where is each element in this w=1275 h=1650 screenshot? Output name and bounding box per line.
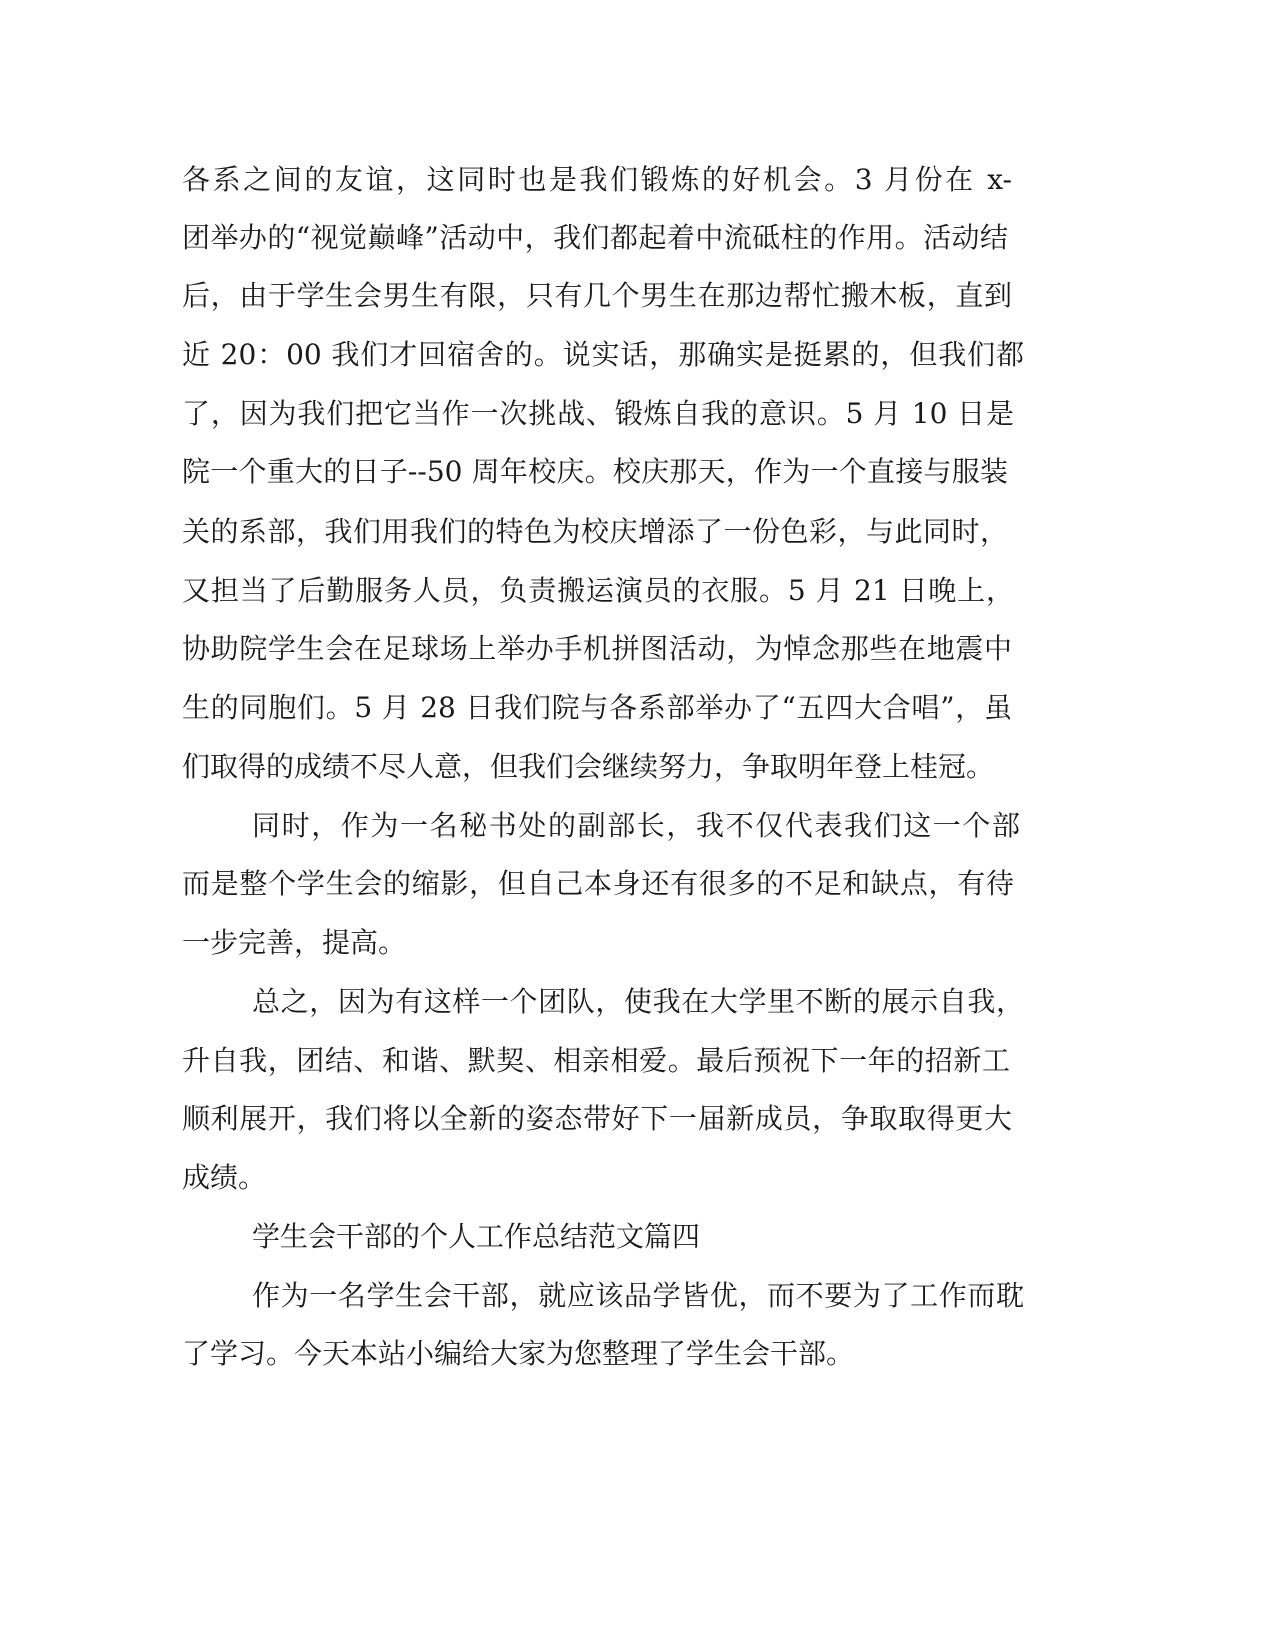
text-line: 了学习。今天本站小编给大家为您整理了学生会干部。	[182, 1337, 855, 1370]
text-line: 后，由于学生会男生有限，只有几个男生在那边帮忙搬木板，直到	[182, 279, 1012, 312]
text-line: 作为一名学生会干部，就应该品学皆优，而不要为了工作而耽	[252, 1279, 1024, 1312]
text-line: 一步完善，提高。	[182, 926, 407, 959]
section-heading: 学生会干部的个人工作总结范文篇四	[252, 1220, 701, 1253]
text-line: 升自我，团结、和谐、默契、相亲相爱。最后预祝下一年的招新工	[182, 1044, 1010, 1077]
text-line: 关的系部，我们用我们的特色为校庆增添了一份色彩，与此同时，	[182, 515, 1008, 548]
text-line: 而是整个学生会的缩影，但自己本身还有很多的不足和缺点，有待	[182, 867, 1014, 900]
text-line: 近 20：00 我们才回宿舍的。说实话，那确实是挺累的，但我们都	[182, 338, 1024, 371]
text-line: 生的同胞们。5 月 28 日我们院与各系部举办了“五四大合唱”，虽	[182, 691, 1012, 724]
text-line: 各系之间的友谊，这同时也是我们锻炼的好机会。3 月份在 x-	[182, 163, 1012, 196]
text-line: 顺利展开，我们将以全新的姿态带好下一届新成员，争取取得更大	[182, 1102, 1012, 1135]
text-line: 总之，因为有这样一个团队，使我在大学里不断的展示自我，	[252, 985, 1024, 1018]
text-line: 又担当了后勤服务人员，负责搬运演员的衣服。5 月 21 日晚上，	[182, 574, 1014, 607]
text-line: 团举办的“视觉巅峰”活动中，我们都起着中流砥柱的作用。活动结	[182, 221, 1008, 254]
text-line: 院一个重大的日子--50 周年校庆。校庆那天，作为一个直接与服装	[182, 455, 1008, 488]
text-line: 协助院学生会在足球场上举办手机拼图活动，为悼念那些在地震中	[182, 632, 1012, 665]
text-line: 成绩。	[182, 1161, 267, 1194]
text-line: 了，因为我们把它当作一次挑战、锻炼自我的意识。5 月 10 日是	[182, 397, 1014, 430]
text-line: 同时，作为一名秘书处的副部长，我不仅代表我们这一个部	[252, 809, 1020, 842]
text-line: 们取得的成绩不尽人意，但我们会继续努力，争取明年登上桂冠。	[182, 750, 995, 783]
